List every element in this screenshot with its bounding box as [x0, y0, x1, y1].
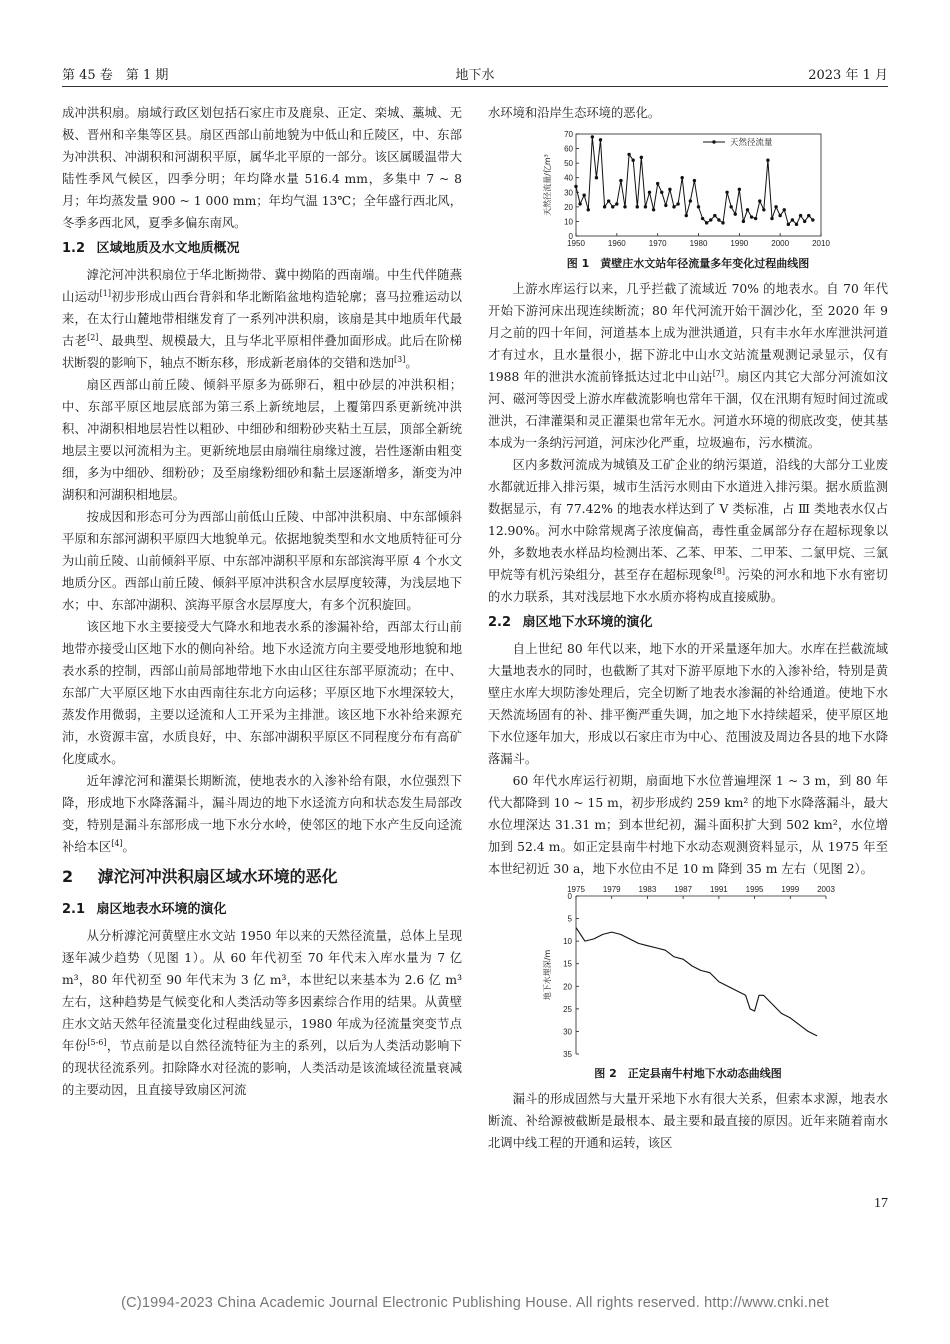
y-tick-label: 0: [568, 232, 573, 241]
y-tick-label: 20: [564, 202, 573, 212]
x-tick-label: 1979: [602, 885, 621, 894]
data-point: [619, 179, 622, 182]
x-tick-label: 1990: [730, 239, 749, 248]
data-point: [611, 205, 614, 208]
citation[interactable]: [2]: [87, 332, 99, 342]
data-point: [591, 135, 594, 138]
y-tick-label: 5: [567, 914, 572, 924]
figure-1: [488, 126, 888, 274]
data-point: [725, 191, 728, 194]
x-tick-label: 1970: [648, 239, 667, 248]
x-tick-label: 2010: [812, 239, 830, 248]
paragraph: 漏斗的形成固然与大量开采地下水有很大关系，但索本求源，地表水断流、补给源被截断是最根本、最主要和最直接的原因。近年来随着南水北调中线工程的开通和运转，该区: [488, 1092, 888, 1150]
plot-frame: [576, 134, 821, 236]
x-tick-label: 1960: [607, 239, 626, 248]
y-tick-label: 25: [563, 1004, 572, 1014]
y-axis-label: 天然径流量/亿m³: [543, 154, 552, 216]
y-tick-label: 60: [564, 144, 573, 154]
paragraph: 扇区西部山前丘陵、倾斜平原多为砾卵石，粗中砂层的冲洪积相；中、东部平原区地层底部为第三系上新统地层，上覆第四系更新统冲洪积、冲湖积相地层岩性以粗砂、中细砂和细粉砂夹粘土互层，顶部全新统地层主要以河流相为主。更新统地层由扇端往扇缘过渡，岩性逐渐由粗变细，多为中细砂、细粉砂；及至扇缘粉细砂和黏土层逐渐增多，渐变为冲湖积和河湖积相地层。: [62, 378, 462, 502]
paragraph: 上游水库运行以来，几乎拦截了流域近 70% 的地表水。自 70 年代开始下游河床出现连续断流；80 年代河流开始干涸沙化，至 2020 年 9 月之前的四十年间，河道基本上成为泄洪通道，只有丰水年水库泄洪河道才有过水，且水量很小，据下游北中山水文站流量观测记录显示，仅有 1988 年的泄洪水流前锋抵达过北中山站[7]。扇区内其它大部分河流如汶河、磁河等因受上游水库截流影响也常年干涸，仅在汛期有短时间过流或泄洪，石津灌渠和灵正灌渠也常年无水。河道水环境的彻底改变，使其基本成为一条纳污河道，河床沙化严重，垃圾遍布，污水横流。: [488, 282, 888, 450]
x-tick-label: 2003: [817, 885, 835, 894]
data-point: [578, 202, 581, 205]
data-point: [697, 205, 700, 208]
x-tick-label: 1987: [674, 885, 693, 894]
y-tick-label: 35: [563, 1050, 572, 1059]
data-point: [644, 205, 647, 208]
data-point: [689, 199, 692, 202]
data-point: [742, 220, 745, 223]
data-point: [599, 138, 602, 141]
data-point: [766, 159, 769, 162]
data-point: [623, 205, 626, 208]
x-tick-label: 1983: [638, 885, 657, 894]
figure-2-chart: [488, 882, 888, 1064]
data-point: [627, 153, 630, 156]
header-rule: [62, 86, 888, 87]
y-axis-label: 地下水埋深/m: [543, 949, 552, 1001]
data-point: [652, 208, 655, 211]
data-point: [574, 185, 577, 188]
y-tick-label: 20: [563, 982, 572, 992]
data-point: [746, 208, 749, 211]
y-tick-label: 10: [564, 217, 573, 227]
data-point: [668, 188, 671, 191]
data-point: [811, 218, 814, 221]
data-point: [709, 218, 712, 221]
paragraph: 滹沱河冲洪积扇位于华北断拗带、冀中拗陷的西南端。中生代伴随燕山运动[1]初步形成山西台背斜和华北断陷盆地构造轮廓；喜马拉雅运动以来，在太行山麓地带相继发育了一系列冲洪积扇，该扇是其中地质年代最古老[2]、最典型、规模最大，且与华北平原相伴叠加面形成。此后在阶梯状断裂的影响下，轴点不断东移，形成新老扇体的交错和迭加[3]。: [62, 268, 462, 370]
figure-2-caption: 图 2 正定县南牛村地下水动态曲线图: [594, 1067, 782, 1080]
data-point: [807, 214, 810, 217]
data-point: [676, 202, 679, 205]
section-heading-2: 2 滹沱河冲洪积扇区域水环境的恶化: [62, 867, 338, 886]
data-point: [803, 220, 806, 223]
section-heading-2-1: 2.1 扇区地表水环境的演化: [62, 902, 227, 917]
section-heading-2-2: 2.2 扇区地下水环境的演化: [488, 615, 653, 630]
x-tick-label: 1995: [745, 885, 764, 894]
y-tick-label: 70: [564, 130, 573, 139]
x-tick-label: 1950: [567, 239, 585, 248]
x-tick-label: 1991: [709, 885, 728, 894]
data-point: [799, 214, 802, 217]
citation[interactable]: [8]: [713, 566, 725, 576]
data-point: [685, 214, 688, 217]
paragraph: 自上世纪 80 年代以来，地下水的开采量逐年加大。水库在拦截流域大量地表水的同时，也截断了其对下游平原地下水的入渗补给，特别是黄壁庄水库大坝防渗处理后，完全切断了地表水渗漏的补给通道。使地下水天然流场固有的补、排平衡严重失调，加之地下水持续超采，使平原区地下水位逐年加大，形成以石家庄市为中心、范围波及周边各县的地下水降落漏斗。: [488, 642, 888, 766]
citation[interactable]: [5-6]: [87, 1037, 107, 1047]
page-number: 17: [874, 1196, 888, 1211]
data-point: [664, 204, 667, 207]
legend-marker: [712, 140, 715, 143]
data-point: [774, 205, 777, 208]
data-point: [631, 159, 634, 162]
data-point: [778, 214, 781, 217]
data-point: [701, 217, 704, 220]
data-point: [603, 205, 606, 208]
copyright-footer: (C)1994-2023 China Academic Journal Electronic Publishing House. All rights reserved. http://www.cnki.net: [121, 1295, 829, 1311]
y-tick-label: 50: [564, 159, 573, 169]
data-point: [636, 205, 639, 208]
data-point: [717, 218, 720, 221]
y-tick-label: 0: [567, 892, 572, 901]
section-heading-1-2: 1.2 区域地质及水文地质概况: [62, 241, 240, 256]
left-column: [62, 102, 462, 1101]
citation[interactable]: [3]: [394, 354, 406, 364]
data-point: [721, 221, 724, 224]
x-tick-label: 1999: [781, 885, 800, 894]
paragraph: 按成因和形态可分为西部山前低山丘陵、中部冲洪积扇、中东部倾斜平原和东部河湖积平原四大地貌单元。依据地貌类型和水文地质特征可分为山前丘陵、山前倾斜平原、中东部冲湖积平原和东部滨海平原 4 个水文地质分区。西部山前丘陵、倾斜平原冲洪积含水层厚度较薄，为浅层地下水；中、东部冲湖积、滨海平原含水层厚度大，有多个沉积旋回。: [62, 510, 462, 612]
citation[interactable]: [7]: [712, 368, 725, 378]
figure-1-caption: 图 1 黄壁庄水文站年径流量多年变化过程曲线图: [566, 257, 810, 270]
journal-name: 地下水: [455, 68, 495, 83]
data-point: [787, 223, 790, 226]
figure-1-chart: [488, 126, 888, 254]
data-point: [640, 156, 643, 159]
data-point: [754, 217, 757, 220]
x-tick-label: 2000: [771, 239, 790, 248]
issue-date: 2023 年 1 月: [808, 68, 888, 83]
data-point: [587, 208, 590, 211]
y-tick-label: 30: [564, 188, 573, 198]
data-point: [615, 202, 618, 205]
data-point: [595, 176, 598, 179]
data-point: [729, 205, 732, 208]
data-point: [648, 191, 651, 194]
data-point: [783, 208, 786, 211]
data-point: [693, 179, 696, 182]
running-head: [62, 62, 888, 84]
x-tick-label: 1980: [689, 239, 708, 248]
data-point: [672, 205, 675, 208]
x-tick-label: 1975: [567, 885, 585, 894]
y-tick-label: 10: [563, 937, 572, 947]
volume-issue: 第 45 卷 第 1 期: [62, 68, 169, 83]
paragraph: 该区地下水主要接受大气降水和地表水系的渗漏补给，西部太行山前地带亦接受山区地下水的侧向补给。地下水迳流方向主要受地形地貌和地表水系的控制，西部山前局部地带地下水由山区往东部平原流动；在中、东部广大平原区地下水由西南往东北方向运移；平原区地下水埋深较大，蒸发作用微弱，主要以迳流和人工开采为主排泄。该区地下水补给来源充沛，水资源丰富，水质良好，中、东部冲湖积平原区不同程度分布有高矿化度咸水。: [62, 620, 462, 766]
data-point: [758, 199, 761, 202]
data-point: [656, 182, 659, 185]
paragraph: 成冲洪积扇。扇域行政区划包括石家庄市及鹿泉、正定、栾城、藁城、无极、晋州和辛集等区县。扇区西部山前地貌为中低山和丘陵区，中、东部为冲洪积、冲湖积和河湖积平原，属华北平原的一部分。该区属暖温带大陆性季风气候区，四季分明；年均降水量 516.4 mm，多集中 7 ~ 8 月；年均蒸发量 900 ~ 1 000 mm；年均气温 13℃；全年盛行西北风，冬季多西北风，夏季多偏东南风。: [62, 106, 462, 230]
citation[interactable]: [4]: [111, 838, 123, 848]
data-point: [713, 214, 716, 217]
paragraph: 区内多数河流成为城镇及工矿企业的纳污渠道，沿线的大部分工业废水都就近排入排污渠，城市生活污水则由下水道进入排污渠。据水质监测数据显示，有 77.42% 的地表水样达到了 Ⅴ 类标准，占 Ⅲ 类地表水仅占 12.90%。河水中除常规离子浓度偏高，毒性重金属部分存在超标现象以外，多数地表水样品均检测出苯、乙苯、甲苯、二甲苯、二氯甲烷、三氯甲烷等有机污染组分，甚至存在超标现象[8]。污染的河水和地下水有密切的水力联系，其对浅层地下水水质亦将构成直接威胁。: [488, 458, 888, 604]
y-tick-label: 30: [563, 1027, 572, 1037]
data-point: [680, 176, 683, 179]
y-tick-label: 40: [564, 173, 573, 183]
paragraph: 水环境和沿岸生态环境的恶化。: [488, 106, 661, 120]
data-point: [791, 218, 794, 221]
figure-2: [488, 882, 888, 1084]
data-point: [705, 221, 708, 224]
data-point: [660, 191, 663, 194]
paragraph: 60 年代水库运行初期，扇面地下水位普遍埋深 1 ~ 3 m，到 80 年代大都降到 10 ~ 15 m，初步形成约 259 km² 的地下水降落漏斗，最大水位埋深达 31.31 m；到本世纪初，漏斗面积扩大到 502 km²，水位增加到 52.4 m。如正定县南牛村地下水动态观测资料显示，从 1975 年至本世纪初近 30 a，地下水位由不足 10 m 降到 35 m 左右（见图 2）。: [488, 774, 888, 876]
y-tick-label: 15: [563, 959, 572, 969]
data-point: [582, 194, 585, 197]
citation[interactable]: [1]: [99, 288, 111, 298]
data-point: [795, 223, 798, 226]
data-point: [750, 215, 753, 218]
legend-label: 天然径流量: [730, 138, 773, 148]
data-point: [607, 199, 610, 202]
paragraph: 从分析滹沱河黄壁庄水文站 1950 年以来的天然径流量，总体上呈现逐年减少趋势（见图 1）。从 60 年代初至 70 年代末入库水量为 7 亿 m³，80 年代初至 90 年代末为 3 亿 m³，本世纪以来基本为 2.6 亿 m³ 左右，这种趋势是气候变化和人类活动等多因素综合作用的结果。从黄壁庄水文站天然年径流量变化过程曲线显示，1980 年成为径流量突变节点年份[5-6]，节点前是以自然径流特征为主的系列，以后为人类活动影响下的现状径流系列。扣除降水对径流的影响，人类活动是该流域径流量衰减的主要动因，且直接导致扇区河流: [62, 929, 462, 1097]
data-point: [738, 188, 741, 191]
data-point: [734, 212, 737, 215]
series-line-groundwater-depth: [576, 928, 817, 1036]
right-column: [488, 102, 888, 1154]
paragraph: 近年滹沱河和灌渠长期断流，使地表水的入渗补给有限，水位强烈下降，形成地下水降落漏斗，漏斗周边的地下水迳流方向和状态发生局部改变，特别是漏斗东部形成一地下水分水岭，使邻区的地下水产生反向迳流补给本区[4]。: [62, 774, 462, 854]
data-point: [762, 208, 765, 211]
data-point: [770, 217, 773, 220]
